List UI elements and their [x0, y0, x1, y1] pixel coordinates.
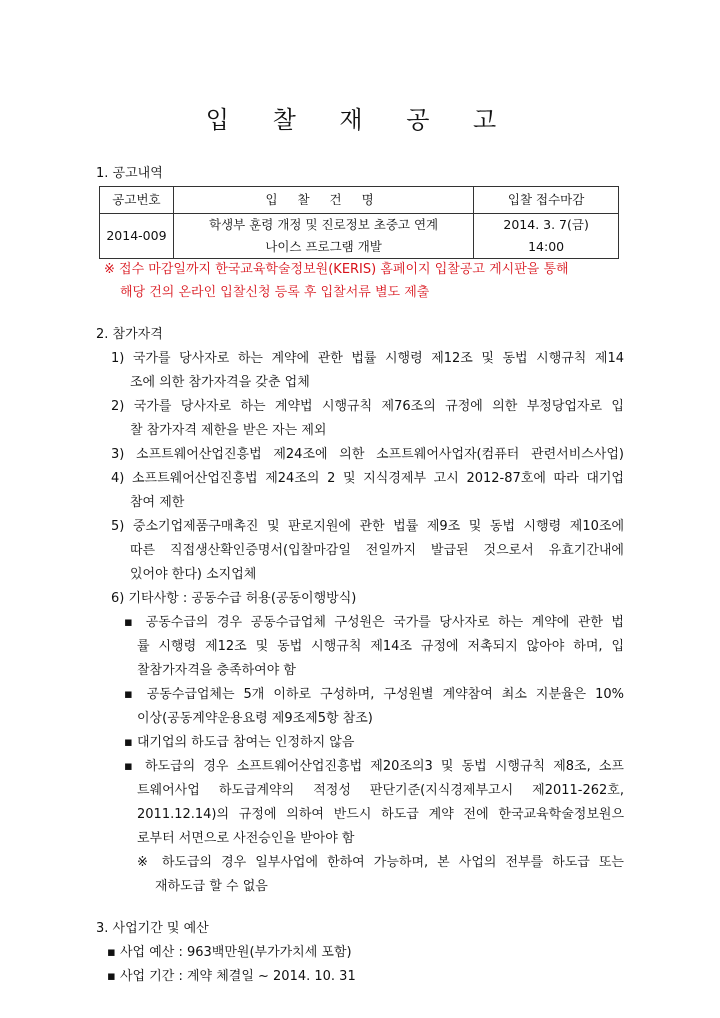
- period-line: ▪ 사업 기간 : 계약 체결일 ~ 2014. 10. 31: [107, 969, 356, 984]
- warning-notice: [104, 258, 624, 304]
- header-number: 공고번호: [100, 187, 174, 214]
- qual-line-6: 4) 소프트웨어산업진흥법 제24조의 2 및 지식경제부 고시 2012-87호에 따라 대기업: [111, 471, 624, 486]
- table-header-row: [100, 187, 619, 214]
- qual-line-11: 6) 기타사항 : 공동수급 허용(공동이행방식): [111, 591, 357, 606]
- warning-line-2: 해당 건의 온라인 입찰신청 등록 후 입찰서류 별도 제출: [120, 285, 430, 300]
- qual-line-19: 트웨어사업 하도급계약의 적정성 판단기준(지식경제부고시 제2011-262호,: [137, 783, 624, 798]
- qual-line-1: 1) 국가를 당사자로 하는 계약에 관한 법률 시행령 제12조 및 동법 시행규칙 제14: [111, 351, 624, 366]
- cell-deadline-line1: 2014. 3. 7(금): [503, 217, 589, 232]
- qual-line-20: 2011.12.14)의 규정에 의하여 반드시 하도급 계약 전에 한국교육학술정보원으: [137, 807, 624, 822]
- section-1-heading: 1. 공고내역: [96, 166, 163, 181]
- header-deadline: 입찰 접수마감: [474, 187, 619, 214]
- cell-deadline: [474, 214, 619, 259]
- qual-line-9: 따른 직접생산확인증명서(입찰마감일 전일까지 발급된 것으로서 유효기간내에: [130, 543, 624, 558]
- qual-line-22: ※ 하도급의 경우 일부사업에 한하여 가능하며, 본 사업의 전부를 하도급 또는: [137, 855, 624, 870]
- header-name: 입 찰 건 명: [173, 187, 473, 214]
- qual-line-4: 찰 참가자격 제한을 받은 자는 제외: [130, 423, 327, 438]
- cell-name: [173, 214, 473, 259]
- qual-line-14: 찰참가자격을 충족하여야 함: [137, 663, 296, 678]
- section-3-heading: 3. 사업기간 및 예산: [96, 921, 209, 936]
- notice-table: [99, 186, 619, 259]
- qual-line-21: 로부터 서면으로 사전승인을 받아야 함: [137, 831, 355, 846]
- cell-name-line2: 나이스 프로그램 개발: [265, 239, 382, 254]
- qual-line-5: 3) 소프트웨어산업진흥법 제24조에 의한 소프트웨어사업자(컴퓨터 관련서비스사업): [111, 447, 624, 462]
- section-2-heading: 2. 참가자격: [96, 327, 163, 342]
- cell-deadline-line2: 14:00: [528, 239, 565, 254]
- qual-line-2: 조에 의한 참가자격을 갖춘 업체: [130, 375, 310, 390]
- warning-line-1: ※ 접수 마감일까지 한국교육학술정보원(KERIS) 홈페이지 입찰공고 게시판을 통해: [104, 262, 569, 277]
- qual-line-23: 재하도급 할 수 없음: [155, 879, 268, 894]
- cell-number: 2014-009: [100, 214, 174, 259]
- qual-line-13: 률 시행령 제12조 및 동법 시행규칙 제14조 규정에 저촉되지 않아야 하며, 입: [137, 639, 624, 654]
- budget-line: ▪ 사업 예산 : 963백만원(부가가치세 포함): [107, 945, 352, 960]
- qual-line-12: ▪ 공동수급의 경우 공동수급업체 구성원은 국가를 당사자로 하는 계약에 관한 법: [124, 615, 624, 630]
- qual-line-15: ▪ 공동수급업체는 5개 이하로 구성하며, 구성원별 계약참여 최소 지분율은 10%: [124, 687, 624, 702]
- qual-line-10: 있어야 한다) 소지업체: [130, 567, 257, 582]
- qual-line-8: 5) 중소기업제품구매촉진 및 판로지원에 관한 법률 제9조 및 동법 시행령 제10조에: [111, 519, 624, 534]
- qual-line-17: ▪ 대기업의 하도급 참여는 인정하지 않음: [124, 735, 355, 750]
- qual-line-7: 참여 제한: [130, 495, 185, 510]
- cell-name-line1: 학생부 훈령 개정 및 진로정보 초중고 연계: [209, 217, 439, 232]
- page-title: 입 찰 재 공 고: [205, 106, 515, 134]
- qual-line-16: 이상(공동계약운용요령 제9조제5항 참조): [137, 711, 373, 726]
- qual-line-18: ▪ 하도급의 경우 소프트웨어산업진흥법 제20조의3 및 동법 시행규칙 제8조, 소프: [124, 759, 624, 774]
- qual-line-3: 2) 국가를 당사자로 하는 계약법 시행규칙 제76조의 규정에 의한 부정당업자로 입: [111, 399, 624, 414]
- table-row: [100, 214, 619, 259]
